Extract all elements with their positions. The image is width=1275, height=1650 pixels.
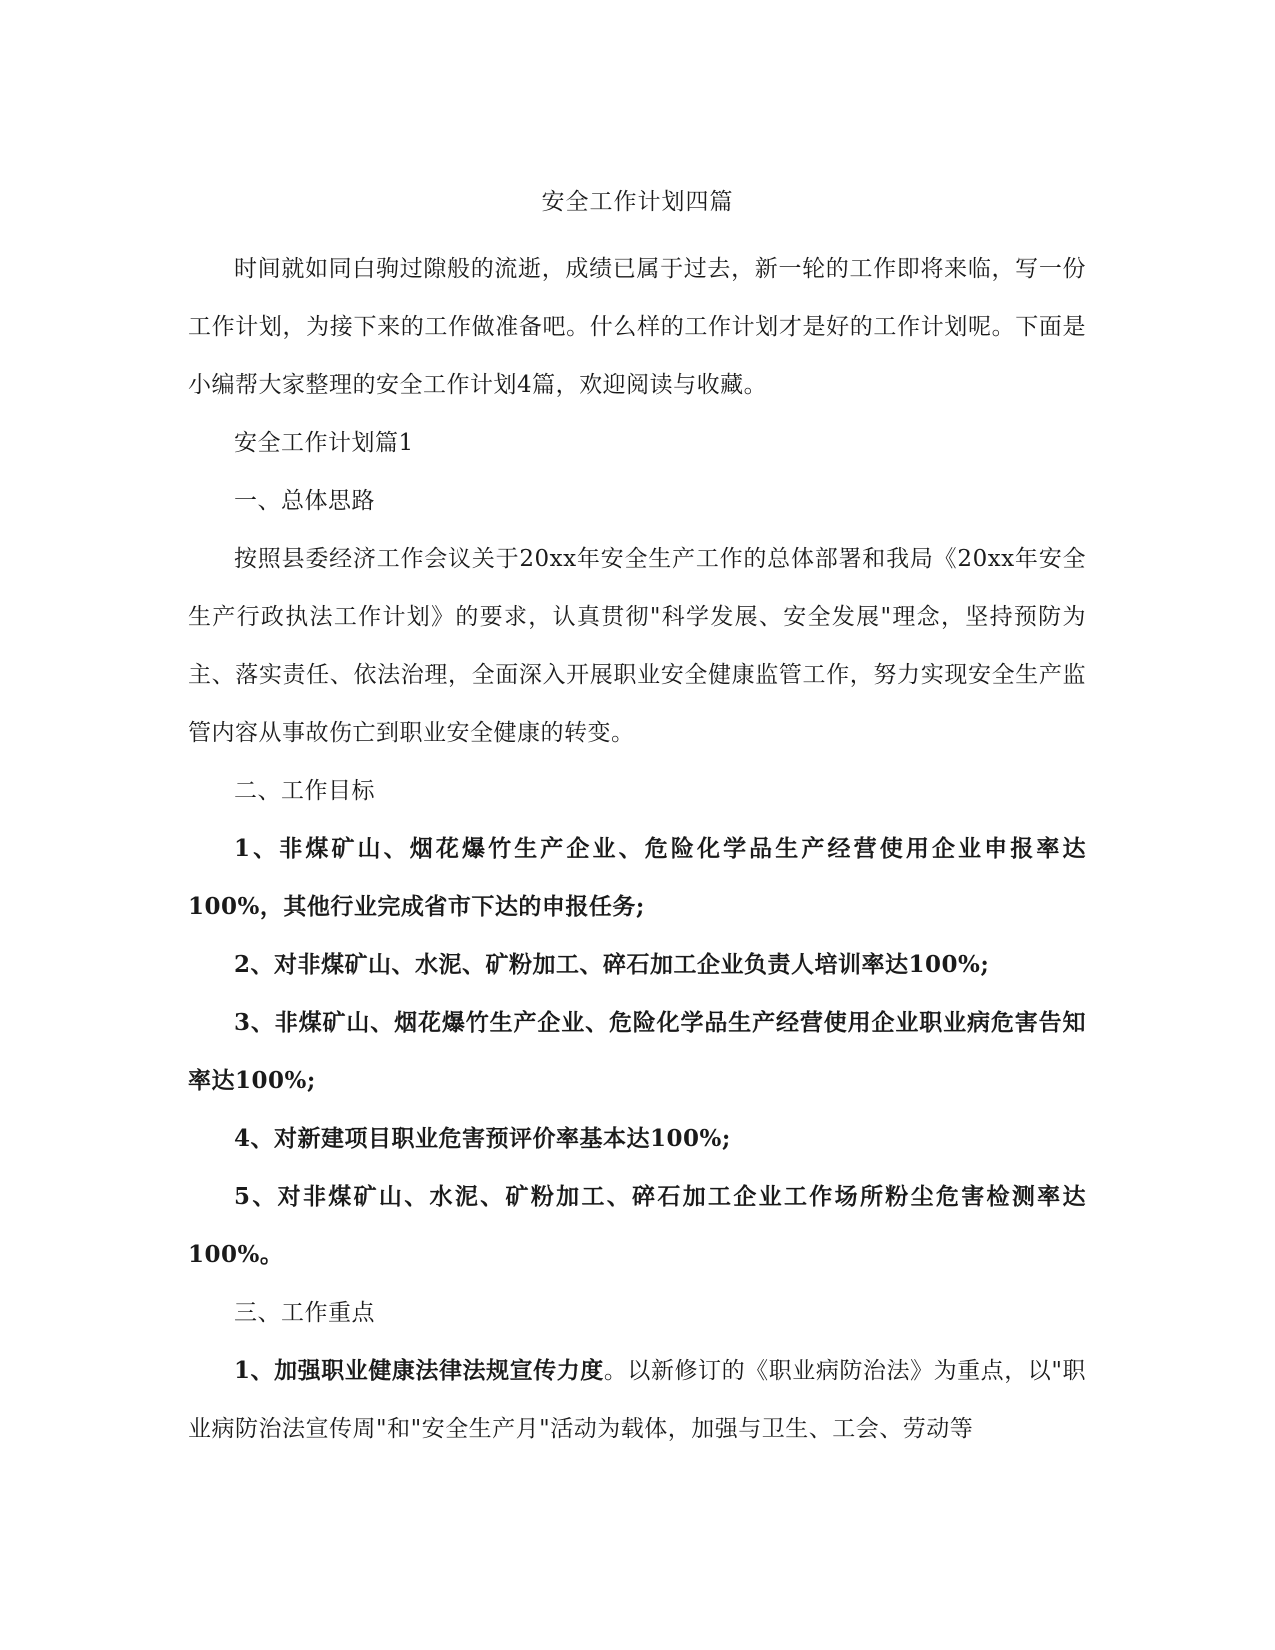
focus1-text: 。以新修订的《职业病防治法》为重点，以"职业病防治法宣传周"和"安全生产月"活动为载体，加强与卫生、工会、劳动等 xyxy=(188,1358,1086,1442)
goal-item: 2、对非煤矿山、水泥、矿粉加工、碎石加工企业负责人培训率达100%; xyxy=(234,951,990,978)
section1-paragraph: 按照县委经济工作会议关于20xx年安全生产工作的总体部署和我局《20xx年安全生产行政执法工作计划》的要求，认真贯彻"科学发展、安全发展"理念，坚持预防为主、落实责任、依法治理，全面深入开展职业安全健康监管工作，努力实现安全生产监管内容从事故伤亡到职业安全健康的转变。 xyxy=(188,546,1086,746)
focus1-bold-lead: 1、加强职业健康法律法规宣传力度 xyxy=(234,1357,604,1384)
intro-paragraph: 时间就如同白驹过隙般的流逝，成绩已属于过去，新一轮的工作即将来临，写一份工作计划，为接下来的工作做准备吧。什么样的工作计划才是好的工作计划呢。下面是小编帮大家整理的安全工作计划4篇，欢迎阅读与收藏。 xyxy=(188,256,1086,398)
focus1-paragraph xyxy=(188,1342,1086,1458)
part1-heading: 安全工作计划篇1 xyxy=(234,430,414,456)
document-body xyxy=(188,240,1086,1458)
section1-heading: 一、总体思路 xyxy=(234,488,375,514)
section3-heading: 三、工作重点 xyxy=(234,1300,375,1326)
document-title: 安全工作计划四篇 xyxy=(541,189,734,215)
goal-item: 5、对非煤矿山、水泥、矿粉加工、碎石加工企业工作场所粉尘危害检测率达100%。 xyxy=(188,1183,1086,1268)
goal-item: 4、对新建项目职业危害预评价率基本达100%; xyxy=(234,1125,731,1152)
goal-item: 1、非煤矿山、烟花爆竹生产企业、危险化学品生产经营使用企业申报率达100%，其他行业完成省市下达的申报任务; xyxy=(188,835,1086,920)
section2-heading: 二、工作目标 xyxy=(234,778,375,804)
goal-item: 3、非煤矿山、烟花爆竹生产企业、危险化学品生产经营使用企业职业病危害告知率达100%; xyxy=(188,1009,1086,1094)
